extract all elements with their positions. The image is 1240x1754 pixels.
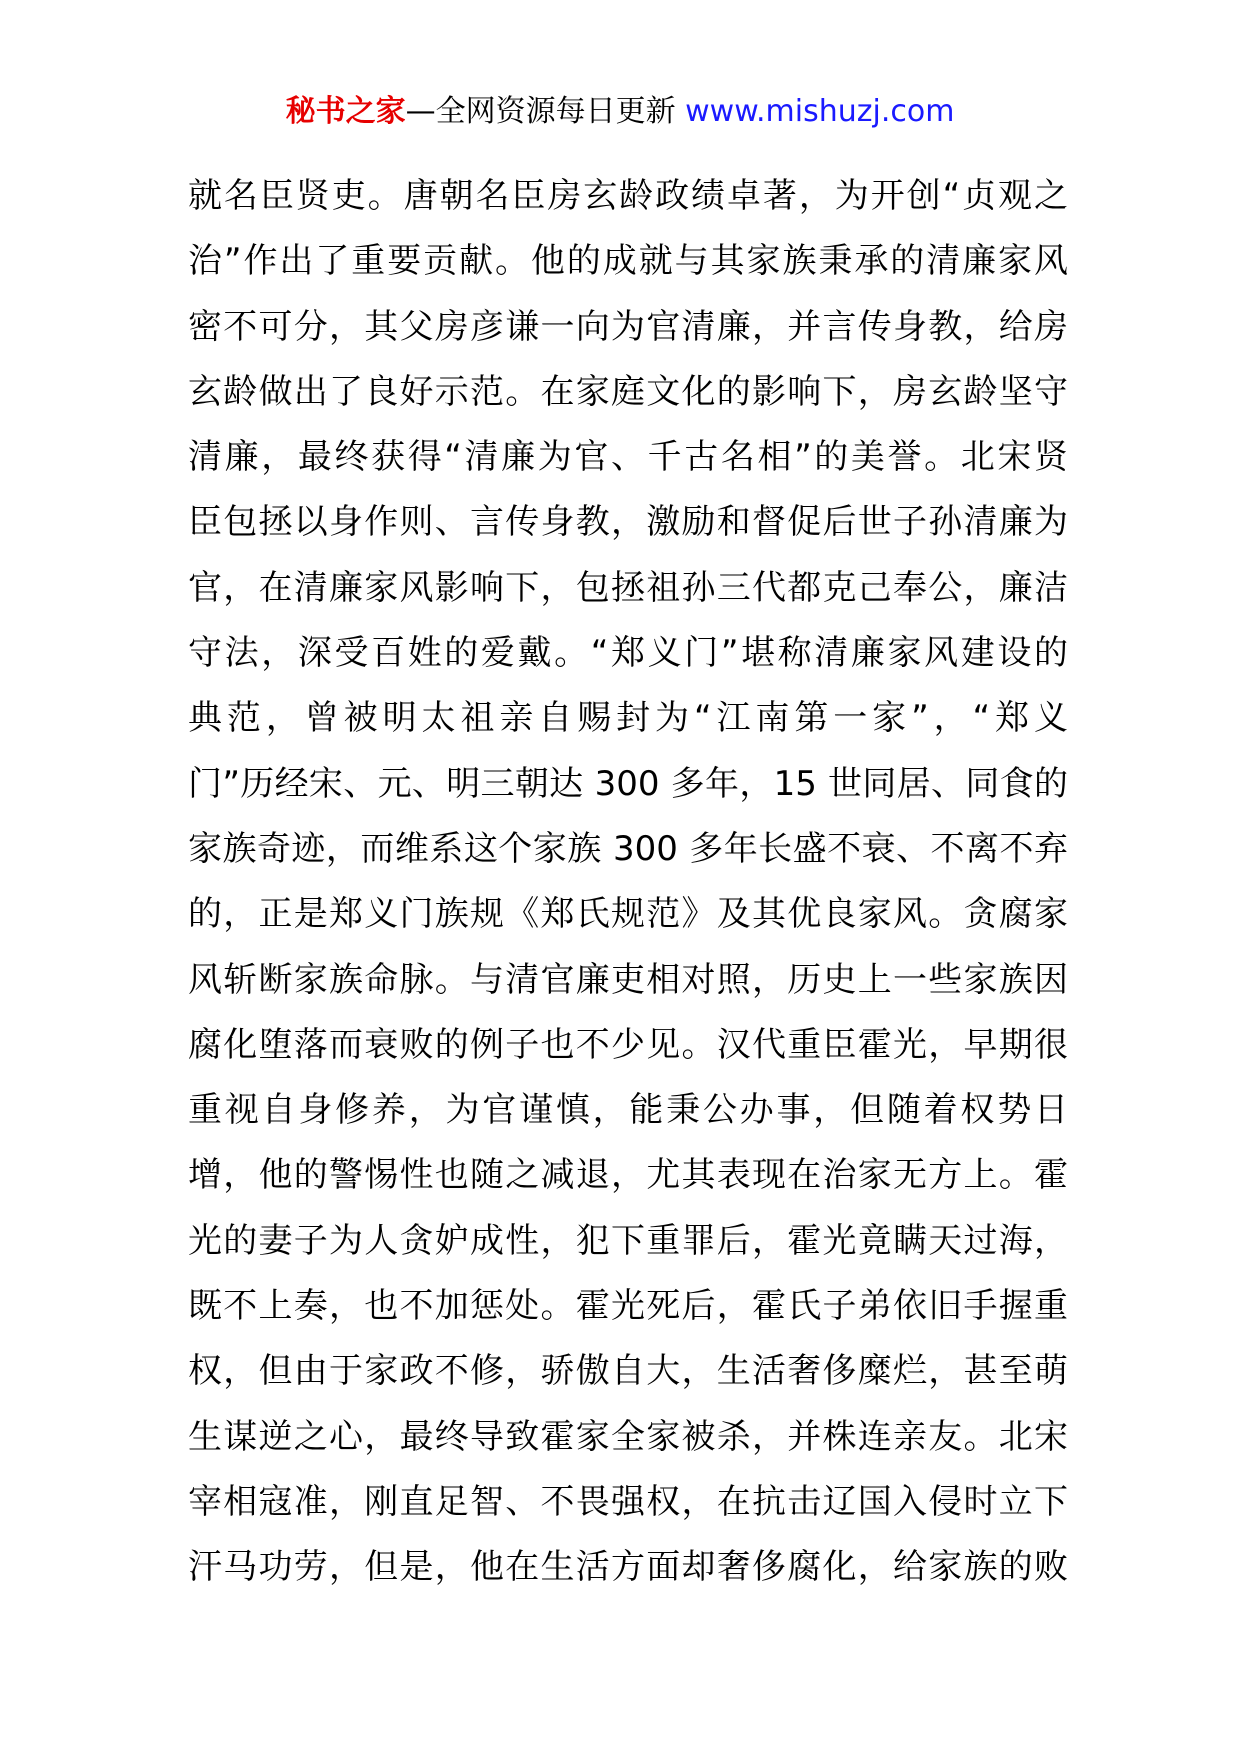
body-line: 家族奇迹，而维系这个家族 300 多年长盛不衰、不离不弃 — [188, 828, 1068, 869]
site-url-link[interactable]: www.mishuzj.com — [685, 94, 955, 129]
body-line: 既不上奏，也不加惩处。霍光死后，霍氏子弟依旧手握重 — [188, 1286, 1068, 1327]
body-line: 的，正是郑义门族规《郑氏规范》及其优良家风。贪腐家 — [188, 894, 1068, 935]
body-line: 光的妻子为人贪妒成性，犯下重罪后，霍光竟瞒天过海， — [188, 1220, 1068, 1261]
body-line: 就名臣贤吏。唐朝名臣房玄龄政绩卓著，为开创“贞观之 — [188, 176, 1068, 216]
body-line: 官，在清廉家风影响下，包拯祖孙三代都克己奉公，廉洁 — [188, 567, 1068, 608]
body-line: 治”作出了重要贡献。他的成就与其家族秉承的清廉家风 — [188, 241, 1068, 282]
body-line: 权，但由于家政不修，骄傲自大，生活奢侈糜烂，甚至萌 — [188, 1351, 1068, 1392]
body-line: 玄龄做出了良好示范。在家庭文化的影响下，房玄龄坚守 — [188, 371, 1068, 412]
article-body — [188, 164, 1068, 1601]
body-line: 臣包拯以身作则、言传身教，激励和督促后世子孙清廉为 — [188, 502, 1068, 543]
body-line: 腐化堕落而衰败的例子也不少见。汉代重臣霍光，早期很 — [188, 1024, 1068, 1065]
body-line: 风斩断家族命脉。与清官廉吏相对照，历史上一些家族因 — [188, 959, 1068, 1000]
body-line: 守法，深受百姓的爱戴。“郑义门”堪称清廉家风建设的 — [188, 633, 1068, 674]
body-line: 宰相寇准，刚直足智、不畏强权，在抗击辽国入侵时立下 — [188, 1481, 1068, 1522]
body-line: 门”历经宋、元、明三朝达 300 多年，15 世同居、同食的 — [188, 763, 1068, 804]
body-line: 典范，曾被明太祖亲自赐封为“江南第一家”，“郑义 — [188, 698, 1068, 739]
body-line: 汗马功劳，但是，他在生活方面却奢侈腐化，给家族的败 — [188, 1547, 1068, 1588]
body-line: 密不可分，其父房彦谦一向为官清廉，并言传身教，给房 — [188, 306, 1068, 347]
site-tagline: —全网资源每日更新 — [405, 94, 676, 129]
site-brand: 秘书之家 — [285, 94, 406, 129]
body-line: 重视自身修养，为官谨慎，能秉公办事，但随着权势日 — [188, 1090, 1068, 1131]
body-line: 增，他的警惕性也随之减退，尤其表现在治家无方上。霍 — [188, 1155, 1068, 1196]
body-line: 清廉，最终获得“清廉为官、千古名相”的美誉。北宋贤 — [188, 437, 1068, 478]
body-line: 生谋逆之心，最终导致霍家全家被杀，并株连亲友。北宋 — [188, 1416, 1068, 1457]
page-header — [0, 92, 1240, 132]
